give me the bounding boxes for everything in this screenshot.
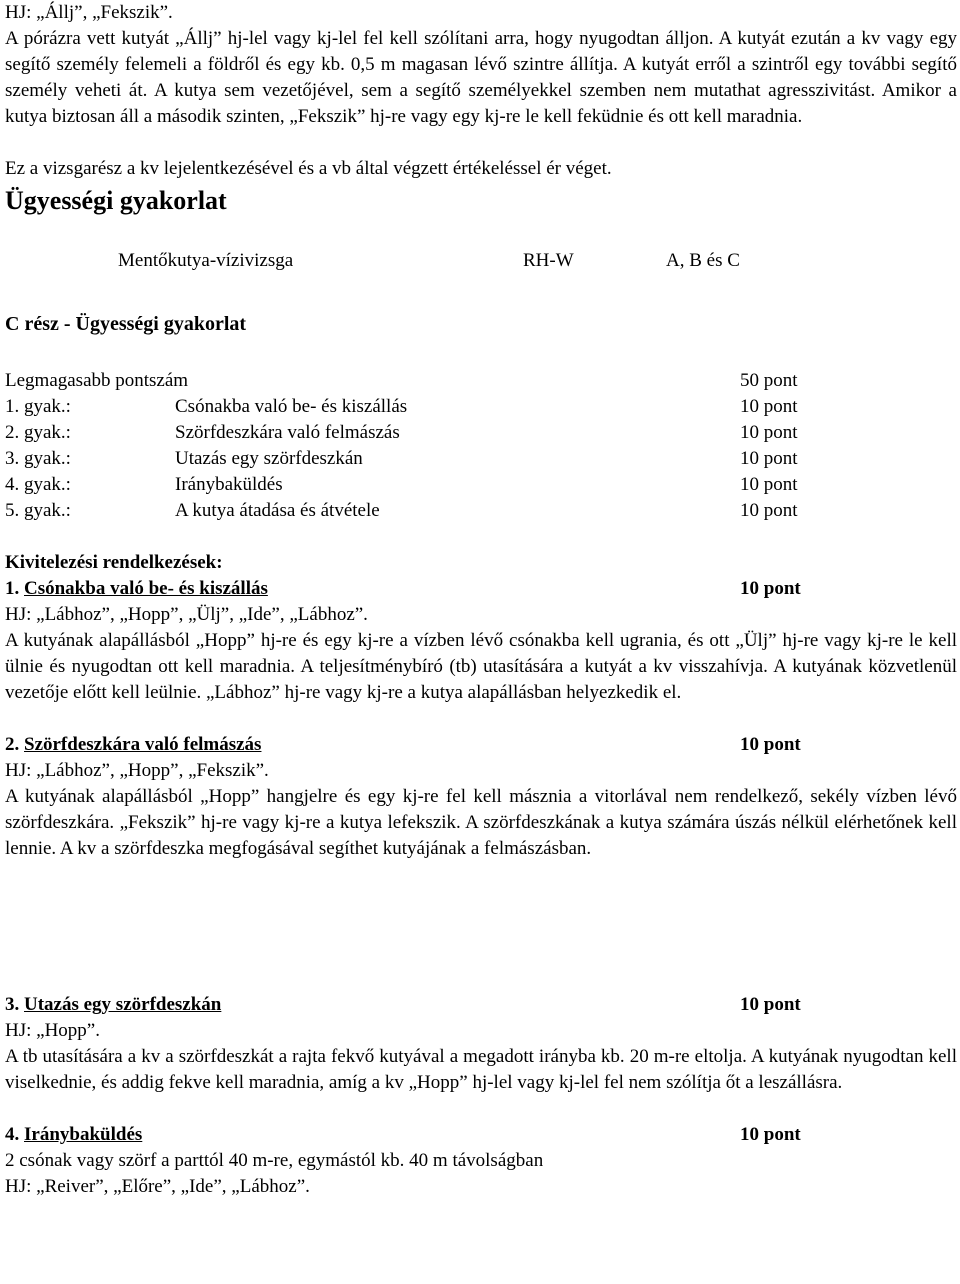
exercise-number: 3. — [5, 994, 24, 1015]
score-max-row — [5, 368, 957, 394]
score-row-pts: 10 pont — [740, 500, 798, 521]
exercise-1 — [5, 576, 957, 706]
exercise-number: 1. — [5, 578, 24, 599]
score-row-name: Szörfdeszkára való felmászás — [175, 422, 400, 443]
exercise-points: 10 pont — [740, 734, 801, 755]
part-title: C rész - Ügyességi gyakorlat — [5, 313, 247, 335]
score-row-num: 5. gyak.: — [5, 500, 71, 521]
exam-code: RH-W — [523, 250, 574, 271]
exercise-points: 10 pont — [740, 1124, 801, 1145]
score-row-pts: 10 pont — [740, 396, 798, 417]
score-max-label: Legmagasabb pontszám — [5, 370, 189, 391]
document-page — [5, 0, 957, 1200]
exercise-number: 2. — [5, 734, 24, 755]
score-row-pts: 10 pont — [740, 422, 798, 443]
exercise-hj: HJ: „Lábhoz”, „Hopp”, „Fekszik”. — [5, 760, 269, 781]
exercise-hj: HJ: „Lábhoz”, „Hopp”, „Ülj”, „Ide”, „Lábhoz”. — [5, 604, 368, 625]
score-row-num: 2. gyak.: — [5, 422, 71, 443]
exercise-hj: HJ: „Hopp”. — [5, 1020, 100, 1041]
exercise-body: A kutyának alapállásból „Hopp” hangjelre és egy kj-re fel kell másznia a vitorlával nem rendelkező, sekély vízben lévő szörfdeszkára. „Fekszik” hj-re vagy kj-re a kutya lefekszik. A szörfdeszkának a kutya számára úszás nélkül elérhetőnek kell lennie. A kv a szörfdeszka megfogásával segíthet kutyájának a felmászásban. — [5, 786, 957, 859]
score-table — [5, 368, 957, 524]
exercise-body: A tb utasítására a kv a szörfdeszkát a rajta fekvő kutyával a megadott irányba kb. 20 m-re eltolja. A kutyának nyugodtan kell viselkednie, és addig fekve kell maradnia, amíg a kv „Hopp” hj-lel vagy kj-lel fel nem szólítja őt a leszállásra. — [5, 1046, 957, 1093]
exercise-2 — [5, 732, 957, 862]
score-row-num: 3. gyak.: — [5, 448, 71, 469]
score-row — [5, 472, 957, 498]
exercise-number: 4. — [5, 1124, 24, 1145]
score-row — [5, 420, 957, 446]
exercise-heading — [5, 1122, 957, 1148]
score-row-pts: 10 pont — [740, 448, 798, 469]
score-row — [5, 498, 957, 524]
rules-title: Kivitelezési rendelkezések: — [5, 552, 223, 573]
score-row-name: A kutya átadása és átvétele — [175, 500, 380, 521]
exercise-points: 10 pont — [740, 578, 801, 599]
exercise-heading — [5, 732, 957, 758]
score-max-value: 50 pont — [740, 370, 798, 391]
exercise-heading — [5, 576, 957, 602]
exercise-title: Utazás egy szörfdeszkán — [24, 994, 222, 1015]
intro-body: A pórázra vett kutyát „Állj” hj-lel vagy kj-lel fel kell szólítani arra, hogy nyugodtan álljon. A kutyát ezután a kv vagy egy segítő személy felemeli a földről és egy kb. 0,5 m magasan lévő szintre állítja. A kutyát erről a szintről egy további segítő személy veheti át. A kutya sem vezetőjével, sem a segítő személyekkel szemben nem mutathat agresszivitást. Amikor a kutya biztosan áll a második szinten, „Fekszik” hj-re vagy egy kj-re le kell feküdnie és ott kell maradnia. — [5, 28, 957, 127]
intro-closing: Ez a vizsgarész a kv lejelentkezésével és a vb által végzett értékeléssel ér véget. — [5, 158, 612, 179]
exercise-points: 10 pont — [740, 994, 801, 1015]
score-row-name: Csónakba való be- és kiszállás — [175, 396, 408, 417]
score-row-name: Iránybaküldés — [175, 474, 283, 495]
exercise-setup: 2 csónak vagy szörf a parttól 40 m-re, egymástól kb. 40 m távolságban — [5, 1150, 544, 1171]
exercise-heading — [5, 992, 957, 1018]
exercise-hj: HJ: „Reiver”, „Előre”, „Ide”, „Lábhoz”. — [5, 1176, 310, 1197]
score-row — [5, 446, 957, 472]
exercise-4 — [5, 1122, 957, 1200]
exercise-title: Szörfdeszkára való felmászás — [24, 734, 262, 755]
exercise-title: Iránybaküldés — [24, 1124, 143, 1145]
exam-levels: A, B és C — [666, 250, 740, 271]
page-heading: Ügyességi gyakorlat — [5, 186, 227, 215]
exercise-title: Csónakba való be- és kiszállás — [24, 578, 268, 599]
score-row-num: 1. gyak.: — [5, 396, 71, 417]
score-row-pts: 10 pont — [740, 474, 798, 495]
exam-info-row — [5, 248, 957, 274]
exercise-body: A kutyának alapállásból „Hopp” hj-re és egy kj-re a vízben lévő csónakba kell ugrania, és ott „Ülj” hj-re vagy kj-re le kell ülnie és nyugodtan ott kell maradnia. A teljesítménybíró (tb) utasítására a kutyát a kv visszahívja. A kutyának közvetlenül vezetője előtt kell leülnie. „Lábhoz” hj-re vagy kj-re a kutya alapállásban helyezkedik el. — [5, 630, 957, 703]
intro-hj-line: HJ: „Állj”, „Fekszik”. — [5, 2, 173, 23]
score-row-num: 4. gyak.: — [5, 474, 71, 495]
exam-name: Mentőkutya-vízivizsga — [118, 250, 294, 271]
score-row-name: Utazás egy szörfdeszkán — [175, 448, 363, 469]
score-row — [5, 394, 957, 420]
exercise-3 — [5, 992, 957, 1096]
